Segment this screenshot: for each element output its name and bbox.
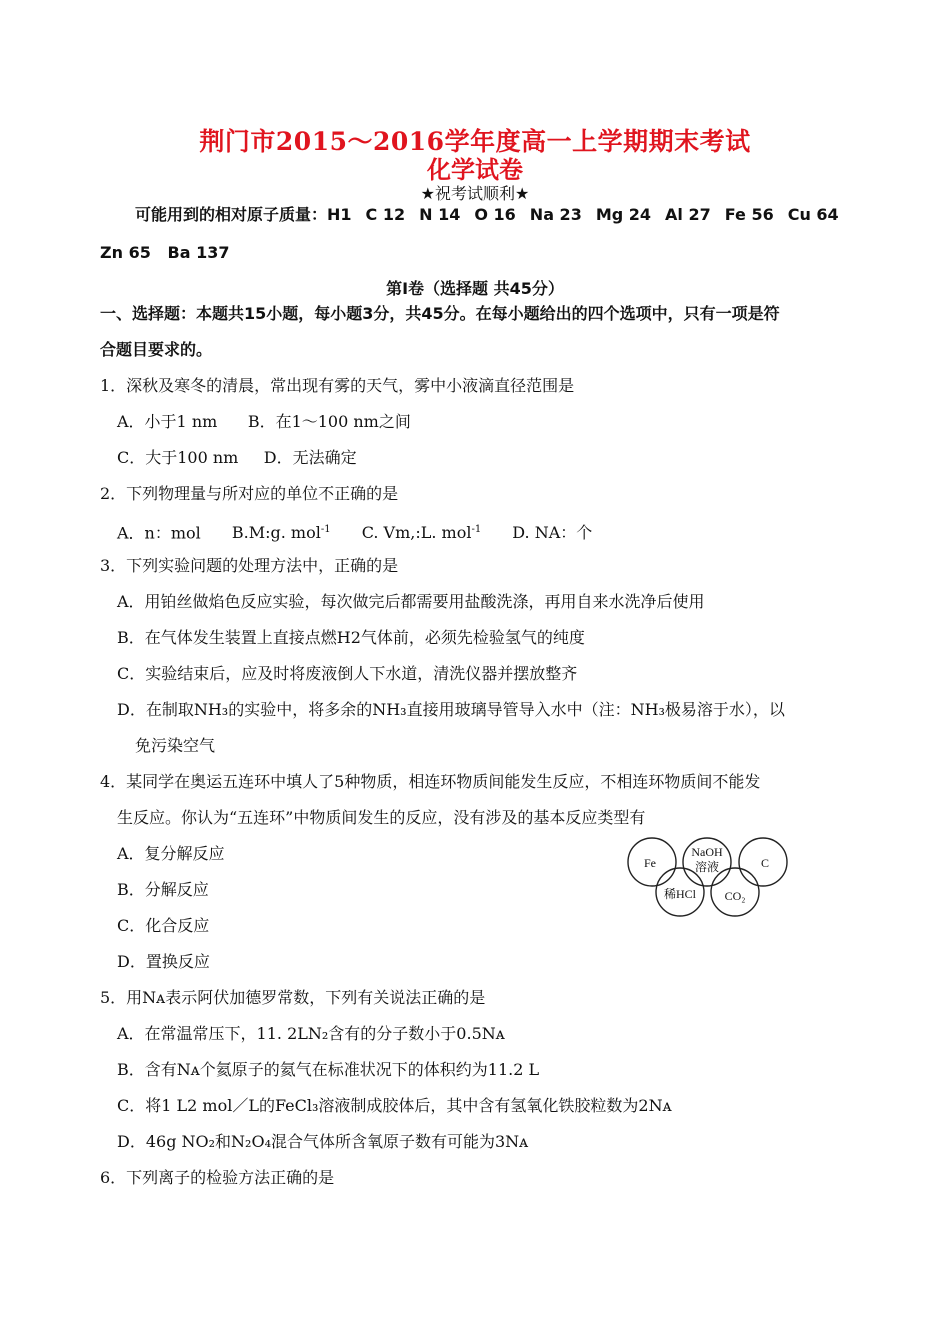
ring-label: 稀HCl xyxy=(663,887,697,901)
q1-options-cd: C．大于100 nm D．无法确定 xyxy=(117,448,357,467)
q1-options-ab: A．小于1 nm B．在1～100 nm之间 xyxy=(117,412,411,431)
q5-option-b: B．含有Nᴀ个氦原子的氦气在标准状况下的体积约为11.2 L xyxy=(117,1060,540,1079)
q4-stem-line1: 4．某同学在奥运五连环中填人了5种物质，相连环物质间能发生反应，不相连环物质间不能发 xyxy=(100,772,761,791)
q3-stem: 3．下列实验问题的处理方法中，正确的是 xyxy=(100,556,399,575)
q2-stem: 2．下列物理量与所对应的单位不正确的是 xyxy=(100,484,399,503)
q5-option-c: C．将1 L2 mol／L的FeCl₃溶液制成胶体后，其中含有氢氧化铁胶粒数为2Nᴀ xyxy=(117,1096,672,1115)
mass-item: Mg 24 xyxy=(595,205,652,224)
olympic-rings-diagram xyxy=(625,832,795,922)
q4-option-b: B．分解反应 xyxy=(117,880,209,899)
q4-option-c: C．化合反应 xyxy=(117,916,210,935)
mass-item: Na 23 xyxy=(529,205,582,224)
mass-item: Cu 64 xyxy=(787,205,839,224)
atomic-mass-line2: Zn 65 Ba 137 xyxy=(100,243,230,262)
mass-item: H1 xyxy=(327,205,352,224)
q2-option-a: A．n：mol xyxy=(117,523,201,543)
atomic-mass-label: 可能用到的相对原子质量： xyxy=(135,205,328,224)
q3-option-b: B．在气体发生装置上直接点燃H2气体前，必须先检验氢气的纯度 xyxy=(117,628,585,647)
q3-option-d: D．在制取NH₃的实验中，将多余的NH₃直接用玻璃导管导入水中（注：NH₃极易溶于水），以 xyxy=(117,700,785,719)
q6-stem: 6．下列离子的检验方法正确的是 xyxy=(100,1168,335,1187)
q5-stem: 5．用Nᴀ表示阿伏加德罗常数，下列有关说法正确的是 xyxy=(100,988,486,1007)
exam-title: 荆门市2015～2016学年度高一上学期期末考试 xyxy=(199,127,751,156)
ring-label: CO₂ xyxy=(724,889,746,903)
q2-options xyxy=(117,520,592,543)
instructions-line2: 合题目要求的。 xyxy=(100,340,213,359)
q3-option-c: C．实验结束后，应及时将废液倒人下水道，清洗仪器并摆放整齐 xyxy=(117,664,578,683)
ring-label: Fe xyxy=(644,856,656,870)
instructions-line1: 一、选择题：本题共15小题，每小题3分，共45分。在每小题给出的四个选项中，只有一项是符 xyxy=(100,304,780,323)
blessing: ★祝考试顺利★ xyxy=(420,184,530,203)
mass-item: N 14 xyxy=(419,205,461,224)
atomic-mass-line xyxy=(135,202,839,225)
q2-option-b: B.M:g. mol xyxy=(231,523,321,543)
q4-stem-line2: 生反应。你认为“五连环”中物质间发生的反应，没有涉及的基本反应类型有 xyxy=(117,808,646,827)
mass-item: O 16 xyxy=(474,205,516,224)
mass-item: Fe 56 xyxy=(724,205,774,224)
mass-item: C 12 xyxy=(365,205,406,224)
ring-label: C xyxy=(760,856,770,870)
q5-option-d: D．46g NO₂和N₂O₄混合气体所含氧原子数有可能为3Nᴀ xyxy=(117,1132,529,1151)
q3-option-a: A．用铂丝做焰色反应实验，每次做完后都需要用盐酸洗涤，再用自来水洗净后使用 xyxy=(117,592,705,611)
q4-option-d: D．置换反应 xyxy=(117,952,210,971)
q2-sup: -1 xyxy=(471,524,482,535)
q2-option-d: D. NA：个 xyxy=(512,523,593,543)
exam-subject: 化学试卷 xyxy=(427,155,523,184)
ring-label: 溶液 xyxy=(694,860,720,874)
q4-option-a: A．复分解反应 xyxy=(117,844,225,863)
mass-item: Al 27 xyxy=(665,205,711,224)
q2-sup: -1 xyxy=(320,524,331,535)
q2-option-c: C. Vm,:L. mol xyxy=(361,523,472,543)
q3-option-d-cont: 免污染空气 xyxy=(135,736,216,755)
section-title: 第Ⅰ卷（选择题 共45分） xyxy=(386,279,564,298)
q1-stem: 1．深秋及寒冬的清晨，常出现有雾的天气，雾中小液滴直径范围是 xyxy=(100,376,575,395)
ring-label: NaOH xyxy=(691,845,723,859)
q5-option-a: A．在常温常压下，11. 2LN₂含有的分子数小于0.5Nᴀ xyxy=(117,1024,505,1043)
